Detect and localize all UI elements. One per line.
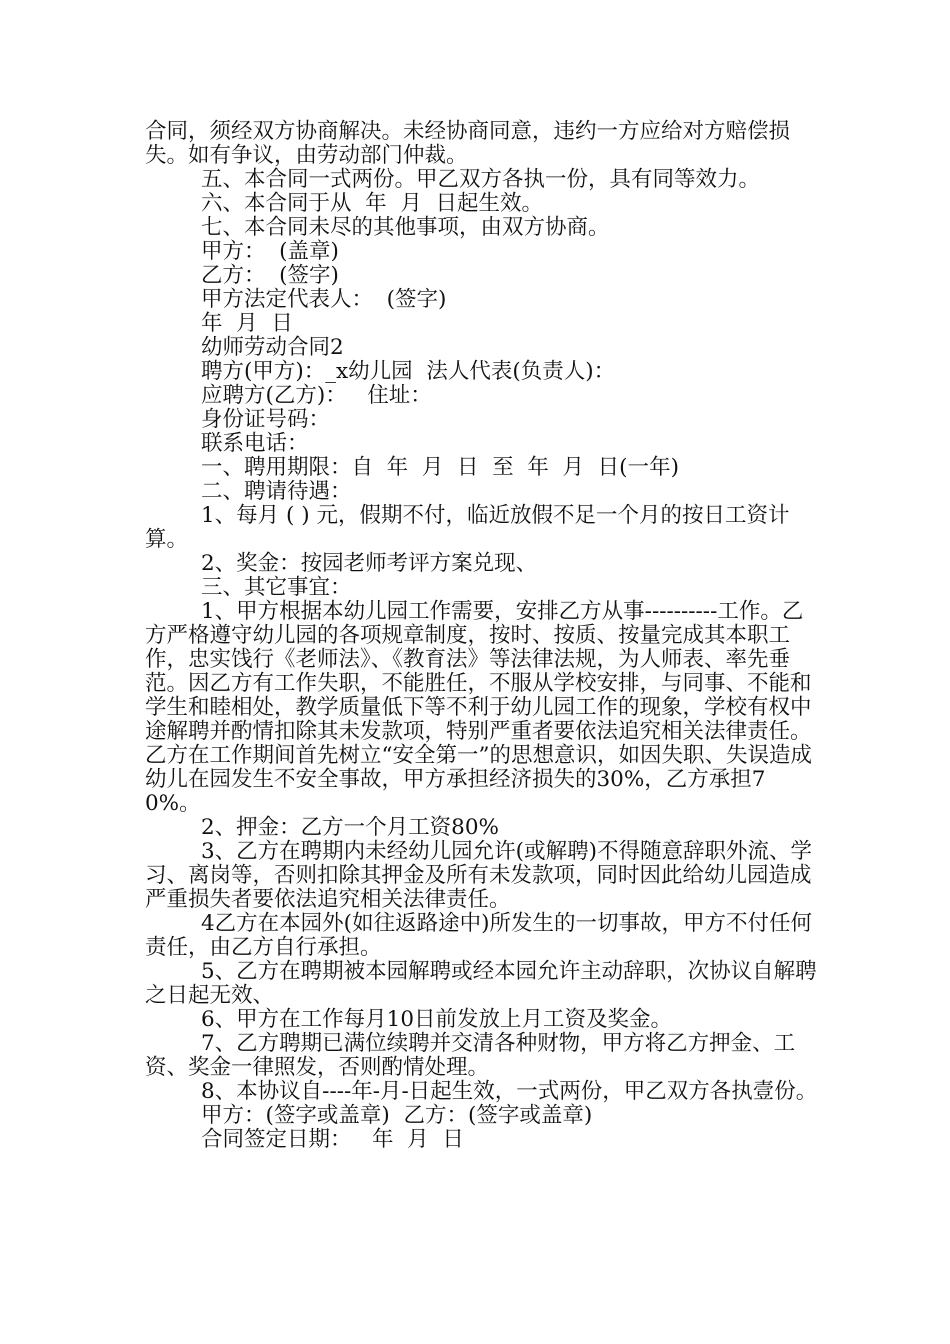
phone-line: 联系电话： xyxy=(201,431,309,456)
contract-two-title: 幼师劳动合同2 xyxy=(201,335,344,360)
legal-representative-line: 甲方法定代表人： (签字) xyxy=(201,287,447,312)
employer-line: 聘方(甲方)：_x幼儿园 法人代表(负责人)： xyxy=(201,359,616,384)
paragraph-dispute-clause: 合同，须经双方协商解决。未经协商同意，违约一方应给对方赔偿损失。如有争议，由劳动部门仲裁。 xyxy=(145,119,791,168)
renewal-clause: 7、乙方聘期已满位续聘并交清各种财物，甲方将乙方押金、工资、奖金一律照发，否则酌情处理。 xyxy=(145,1031,796,1080)
payment-date-clause: 6、甲方在工作每月10日前发放上月工资及奖金。 xyxy=(201,1007,673,1032)
party-a-seal-line: 甲方： (盖章) xyxy=(201,239,339,264)
employee-line: 应聘方(乙方)： 住址： xyxy=(201,383,432,408)
signing-date-line: 合同签定日期： 年 月 日 xyxy=(201,1127,464,1152)
paragraph-clause-seven: 七、本合同未尽的其他事项，由双方协商。 xyxy=(201,215,610,240)
effective-date-clause: 8、本协议自----年-月-日起生效，一式两份，甲乙双方各执壹份。 xyxy=(201,1079,818,1104)
date-line: 年 月 日 xyxy=(201,311,293,336)
duties-clause: 1、甲方根据本幼儿园工作需要，安排乙方从事----------工作。乙方严格遵守幼儿园的各项规章制度，按时、按质、按量完成其本职工作，忠实饯行《老师法》、《教育法》等法律法规，为人师表、率先垂范。因乙方有工作失职，不能胜任，不服从学校安排，与同事、不能和学生和睦相处，教学质量低下等不利于幼儿园工作的现象，学校有权中途解聘并酌情扣除其未发款项，特别严重者要依法追究相关法律责任。乙方在工作期间首先树立“安全第一”的思想意识，如因失职、失误造成幼儿在园发生不安全事故，甲方承担经济损失的30%，乙方承担70%。 xyxy=(145,599,812,816)
termination-clause: 5、乙方在聘期被本园解聘或经本园允许主动辞职，次协议自解聘之日起无效、 xyxy=(145,959,817,1008)
paragraph-clause-five: 五、本合同一式两份。甲乙双方各执一份，具有同等效力。 xyxy=(201,167,761,192)
signature-line: 甲方：(签字或盖章) 乙方：(签字或盖章) xyxy=(201,1103,593,1128)
salary-clause: 1、每月 ( ) 元，假期不付，临近放假不足一个月的按日工资计算。 xyxy=(145,503,790,552)
bonus-clause: 2、奖金：按园老师考评方案兑现、 xyxy=(201,551,538,576)
other-matters-heading: 三、其它事宜： xyxy=(201,575,352,600)
term-clause: 一、聘用期限：自 年 月 日 至 年 月 日(一年) xyxy=(201,455,679,480)
paragraph-clause-six: 六、本合同于从 年 月 日起生效。 xyxy=(201,191,544,216)
resignation-clause: 3、乙方在聘期内未经幼儿园允许(或解聘)不得随意辞职外流、学习、离岗等，否则扣除其押金及所有未发款项，同时因此给幼儿园造成严重损失者要依法追究相关法律责任。 xyxy=(145,839,812,912)
document-body xyxy=(145,120,820,1152)
compensation-heading: 二、聘请待遇： xyxy=(201,479,352,504)
deposit-clause: 2、押金：乙方一个月工资80% xyxy=(201,815,499,840)
party-b-sign-line: 乙方： (签字) xyxy=(201,263,339,288)
id-number-line: 身份证号码： xyxy=(201,407,331,432)
off-site-accident-clause: 4乙方在本园外(如往返路途中)所发生的一切事故，甲方不付任何责任，由乙方自行承担。 xyxy=(145,911,812,960)
